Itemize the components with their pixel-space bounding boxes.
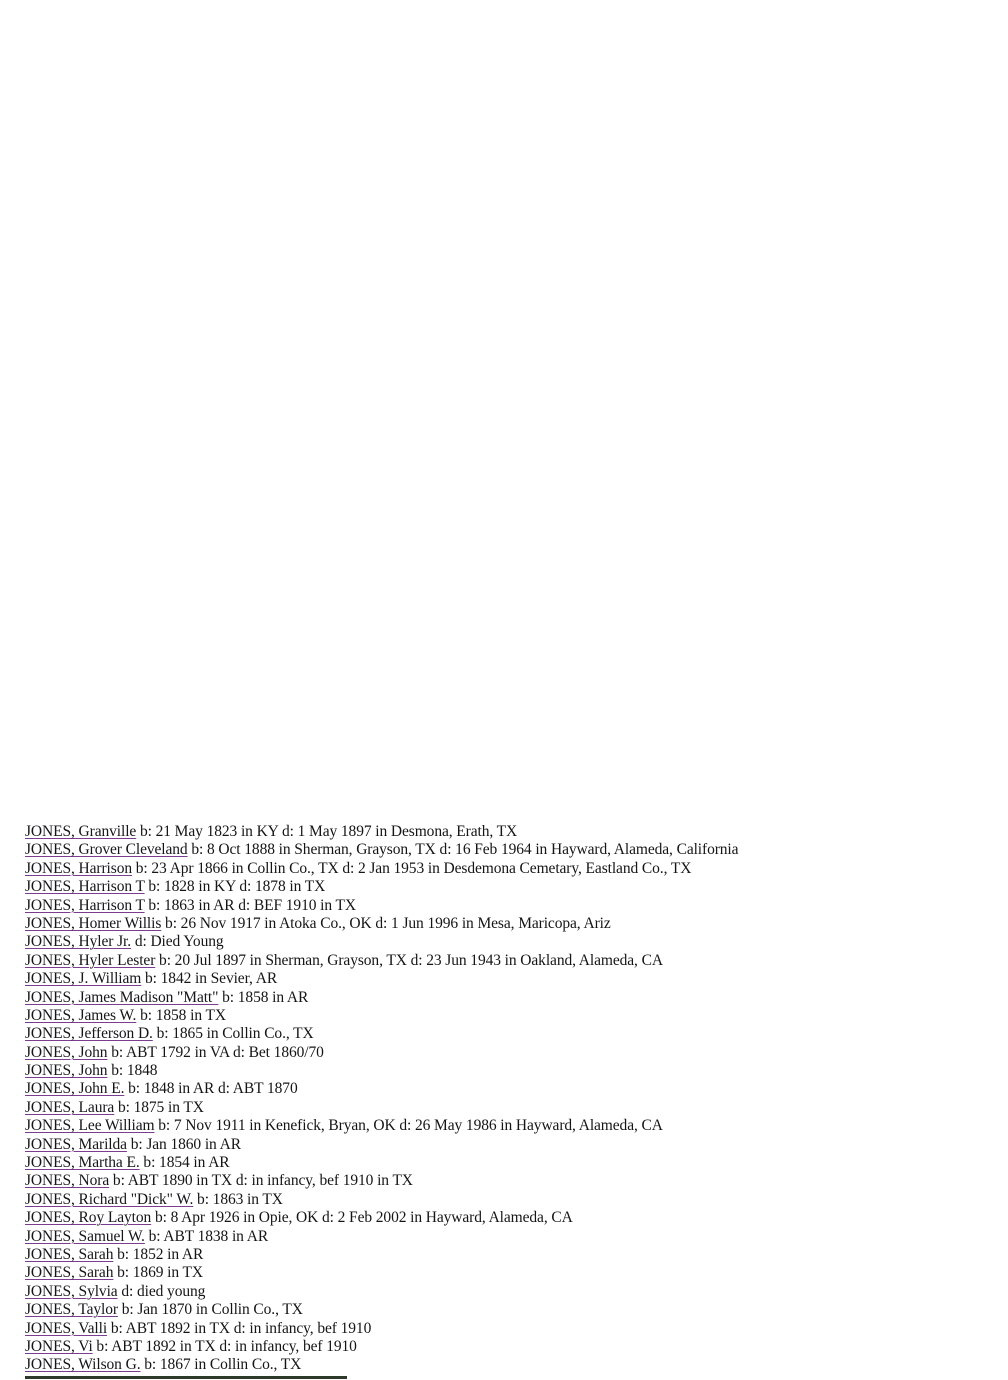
person-name-link[interactable]: JONES, Nora [25, 1172, 110, 1190]
list-item [25, 1246, 985, 1264]
person-vital-details: b: 7 Nov 1911 in Kenefick, Bryan, OK d: 26 May 1986 in Hayward, Alameda, CA [154, 1117, 663, 1135]
person-vital-details: b: 1858 in AR [218, 988, 309, 1006]
list-item [25, 1099, 985, 1117]
person-vital-details: b: ABT 1792 in VA d: Bet 1860/70 [107, 1043, 324, 1061]
person-name-link[interactable]: JONES, Samuel W. [25, 1227, 145, 1245]
person-name-link[interactable]: JONES, Sarah [25, 1245, 114, 1263]
person-vital-details: b: 8 Apr 1926 in Opie, OK d: 2 Feb 2002 in Hayward, Alameda, CA [151, 1209, 573, 1227]
person-name-link[interactable]: JONES, John [25, 1043, 108, 1061]
person-vital-details: b: Jan 1860 in AR [126, 1135, 241, 1153]
person-name-link[interactable]: JONES, Valli [25, 1319, 108, 1337]
person-vital-details: b: 26 Nov 1917 in Atoka Co., OK d: 1 Jun 1996 in Mesa, Maricopa, Ariz [161, 914, 611, 932]
person-name-link[interactable]: JONES, J. William [25, 970, 142, 988]
list-item [25, 1264, 985, 1282]
list-item [25, 897, 985, 915]
person-name-link[interactable]: JONES, Harrison T [25, 878, 145, 896]
list-item [25, 841, 985, 859]
person-name-link[interactable]: JONES, Sylvia [25, 1282, 118, 1300]
person-vital-details: b: 20 Jul 1897 in Sherman, Grayson, TX d: 23 Jun 1943 in Oakland, Alameda, CA [155, 951, 663, 969]
person-name-link[interactable]: JONES, Homer Willis [25, 914, 162, 932]
list-item [25, 860, 985, 878]
person-vital-details: b: 8 Oct 1888 in Sherman, Grayson, TX d: 16 Feb 1964 in Hayward, Alameda, California [187, 841, 739, 859]
person-vital-details: b: 1867 in Collin Co., TX [140, 1356, 302, 1374]
person-name-link[interactable]: JONES, Sarah [25, 1264, 114, 1282]
person-vital-details: b: Jan 1870 in Collin Co., TX [117, 1301, 303, 1319]
person-name-link[interactable]: JONES, Taylor [25, 1301, 118, 1319]
person-vital-details: b: 1852 in AR [113, 1245, 204, 1263]
list-item [25, 915, 985, 933]
list-item [25, 1117, 985, 1135]
list-item [25, 1025, 985, 1043]
list-item [25, 1338, 985, 1356]
list-item [25, 1191, 985, 1209]
list-item [25, 1062, 985, 1080]
person-vital-details: b: ABT 1838 in AR [144, 1227, 269, 1245]
person-name-link[interactable]: JONES, James W. [25, 1006, 137, 1024]
person-vital-details: b: 1858 in TX [136, 1006, 226, 1024]
list-item [25, 1172, 985, 1190]
list-item [25, 1356, 985, 1374]
person-vital-details: b: 1863 in AR d: BEF 1910 in TX [144, 896, 356, 914]
person-name-link[interactable]: JONES, Harrison [25, 859, 132, 877]
genealogy-entry-list [25, 823, 985, 1375]
list-item [25, 1228, 985, 1246]
person-vital-details: b: 1848 [107, 1062, 158, 1080]
person-name-link[interactable]: JONES, Martha E. [25, 1154, 140, 1172]
person-vital-details: b: 1842 in Sevier, AR [141, 970, 278, 988]
scan-edge-rule [25, 1376, 347, 1379]
person-name-link[interactable]: JONES, Wilson G. [25, 1356, 141, 1374]
person-name-link[interactable]: JONES, Laura [25, 1098, 115, 1116]
person-name-link[interactable]: JONES, Grover Cleveland [25, 841, 188, 859]
list-item [25, 1007, 985, 1025]
person-name-link[interactable]: JONES, John E. [25, 1080, 125, 1098]
list-item [25, 933, 985, 951]
person-name-link[interactable]: JONES, Roy Layton [25, 1209, 152, 1227]
list-item [25, 1080, 985, 1098]
person-vital-details: b: 1828 in KY d: 1878 in TX [144, 878, 326, 896]
person-vital-details: d: died young [117, 1282, 206, 1300]
person-name-link[interactable]: JONES, James Madison "Matt" [25, 988, 219, 1006]
person-name-link[interactable]: JONES, Vi [25, 1337, 93, 1355]
list-item [25, 1044, 985, 1062]
person-name-link[interactable]: JONES, Jefferson D. [25, 1025, 153, 1043]
person-name-link[interactable]: JONES, Lee William [25, 1117, 155, 1135]
person-name-link[interactable]: JONES, Harrison T [25, 896, 145, 914]
person-vital-details: b: ABT 1890 in TX d: in infancy, bef 1910 in TX [109, 1172, 413, 1190]
person-name-link[interactable]: JONES, Marilda [25, 1135, 127, 1153]
person-vital-details: d: Died Young [131, 933, 224, 951]
list-item [25, 823, 985, 841]
list-item [25, 1283, 985, 1301]
person-vital-details: b: ABT 1892 in TX d: in infancy, bef 1910 [92, 1337, 357, 1355]
list-item [25, 952, 985, 970]
person-vital-details: b: ABT 1892 in TX d: in infancy, bef 1910 [107, 1319, 372, 1337]
person-vital-details: b: 1854 in AR [139, 1154, 230, 1172]
list-item [25, 878, 985, 896]
person-vital-details: b: 1863 in TX [193, 1190, 283, 1208]
person-vital-details: b: 23 Apr 1866 in Collin Co., TX d: 2 Jan 1953 in Desdemona Cemetary, Eastland Co., TX [132, 859, 692, 877]
person-vital-details: b: 1848 in AR d: ABT 1870 [124, 1080, 298, 1098]
person-vital-details: b: 1865 in Collin Co., TX [152, 1025, 314, 1043]
list-item [25, 1320, 985, 1338]
list-item [25, 1136, 985, 1154]
person-name-link[interactable]: JONES, John [25, 1062, 108, 1080]
list-item [25, 970, 985, 988]
person-name-link[interactable]: JONES, Granville [25, 823, 137, 840]
person-vital-details: b: 21 May 1823 in KY d: 1 May 1897 in Desmona, Erath, TX [136, 823, 518, 840]
person-vital-details: b: 1869 in TX [113, 1264, 203, 1282]
list-item [25, 989, 985, 1007]
person-vital-details: b: 1875 in TX [114, 1098, 204, 1116]
list-item [25, 1301, 985, 1319]
person-name-link[interactable]: JONES, Hyler Lester [25, 951, 156, 969]
list-item [25, 1154, 985, 1172]
list-item [25, 1209, 985, 1227]
person-name-link[interactable]: JONES, Hyler Jr. [25, 933, 132, 951]
person-name-link[interactable]: JONES, Richard "Dick" W. [25, 1190, 194, 1208]
